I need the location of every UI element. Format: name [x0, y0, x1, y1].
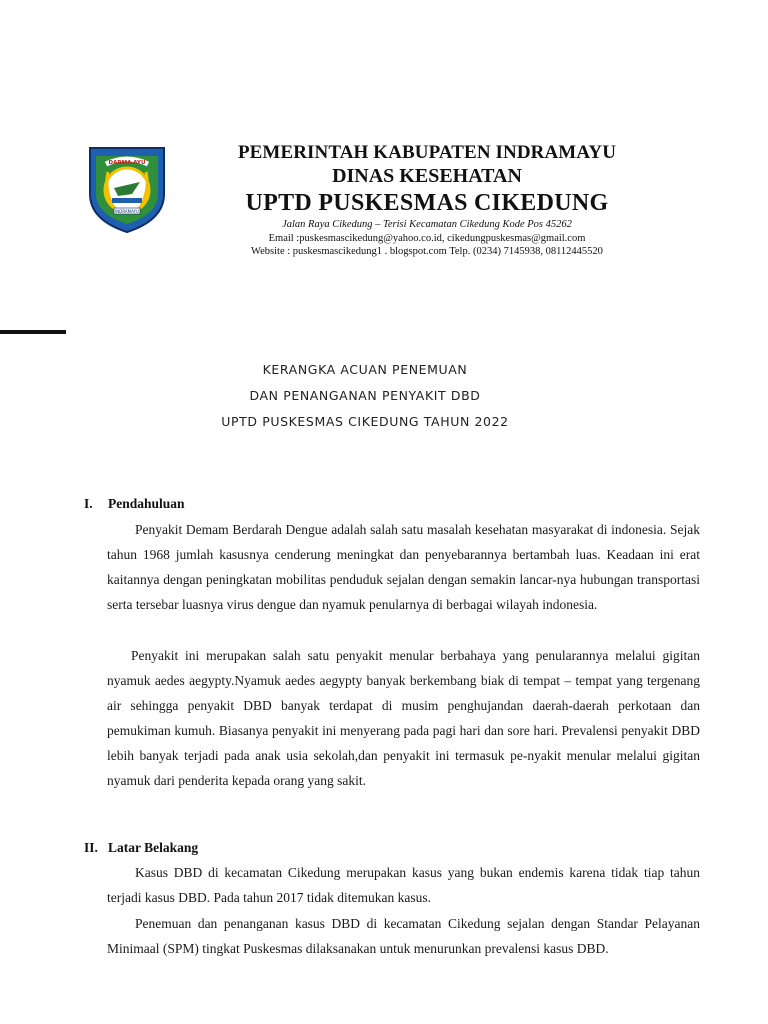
- title-line-1: KERANGKA ACUAN PENEMUAN: [262, 362, 468, 377]
- paragraph: Penemuan dan penanganan kasus DBD di kecamatan Cikedung sejalan dengan Standar Pelayanan Minimaal (SPM) tingkat Puskesmas dilaksanakan untuk menurunkan prevalensi kasus DBD.: [107, 916, 700, 956]
- section-heading-latar-belakang: [84, 840, 198, 856]
- section-number: I.: [84, 496, 93, 511]
- section-title: Latar Belakang: [108, 840, 199, 855]
- letterhead-divider: [0, 330, 66, 334]
- section-heading-pendahuluan: [84, 496, 185, 512]
- letterhead-department: DINAS KESEHATAN: [332, 165, 522, 187]
- regency-emblem-logo: [84, 142, 170, 234]
- logo-banner-text: INDRAMAYU: [115, 209, 139, 214]
- letterhead-address: Jalan Raya Cikedung – Terisi Kecamatan Cikedung Kode Pos 45262: [282, 219, 572, 230]
- title-line-2: DAN PENANGANAN PENYAKIT DBD: [249, 388, 481, 403]
- document-title: [106, 357, 624, 435]
- letterhead-institution: UPTD PUSKESMAS CIKEDUNG: [245, 190, 609, 216]
- paragraph: Penyakit ini merupakan salah satu penyakit menular berbahaya yang penularannya melalui gigitan nyamuk aedes aegypty.Nyamuk aedes aegypty banyak berkembang biak di tempat – tempat yang tergenang air sehingga penyakit DBD banyak terdapat di musim penghujandan daerah-daerah perkotaan dan pemukiman kumuh. Biasanya penyakit ini menyerang pada pagi hari dan sore hari. Prevalensi penyakit DBD lebih banyak terjadi pada anak usia sekolah,dan penyakit ini termasuk pe-nyakit menular melalui gigitan nyamuk dari penderita kepada orang yang sakit.: [107, 648, 700, 788]
- paragraph: Penyakit Demam Berdarah Dengue adalah salah satu masalah kesehatan masyarakat di indonesia. Sejak tahun 1968 jumlah kasusnya cenderung meningkat dan penyebarannya bertambah luas. Keadaan ini erat kaitannya dengan peningkatan mobilitas penduduk sejalan dengan semakin lancar-nya hubungan transportasi serta tersebar luasnya virus dengue dan nyamuk penularnya di berbagai wilayah indonesia.: [107, 522, 700, 612]
- section-title: Pendahuluan: [108, 496, 185, 511]
- letterhead-government: PEMERINTAH KABUPATEN INDRAMAYU: [237, 142, 617, 163]
- logo-motto-text: DARMA AYU: [108, 160, 146, 166]
- paragraph: Kasus DBD di kecamatan Cikedung merupakan kasus yang bukan endemis karena tidak tiap tahun terjadi kasus DBD. Pada tahun 2017 tidak ditemukan kasus.: [107, 865, 700, 905]
- title-line-3: UPTD PUSKESMAS CIKEDUNG TAHUN 2022: [221, 414, 509, 429]
- letterhead-website: Website : puskesmascikedung1 . blogspot.com Telp. (0234) 7145938, 08112445520: [251, 246, 603, 257]
- letterhead-email: Email :puskesmascikedung@yahoo.co.id, cikedungpuskesmas@gmail.com: [268, 232, 586, 244]
- section-number: II.: [84, 840, 98, 855]
- letterhead: [176, 142, 678, 259]
